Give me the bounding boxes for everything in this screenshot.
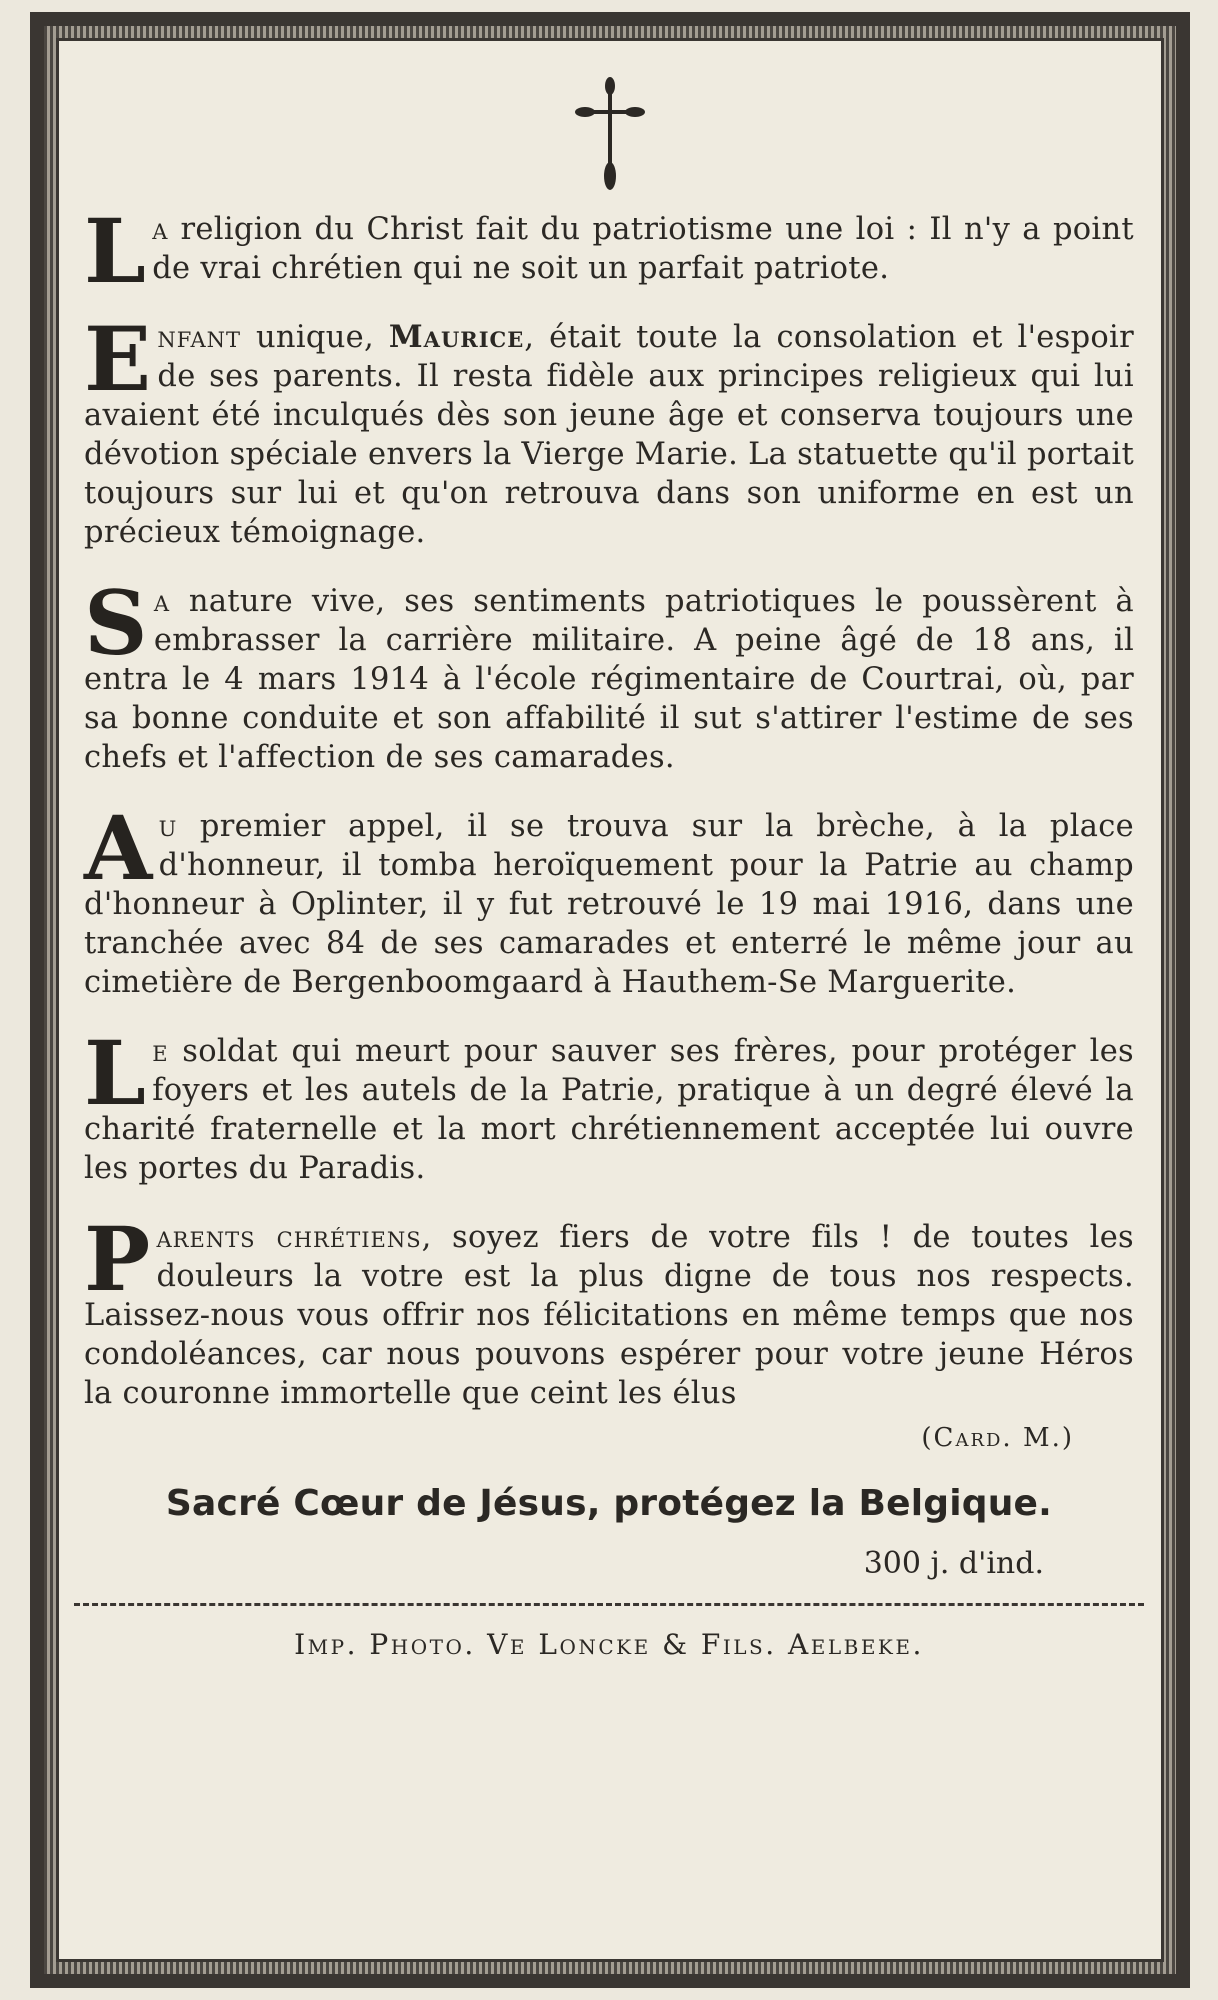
paragraph-text: soldat qui meurt pour sauver ses frères, pour protéger les foyers et les autels de la Patrie, pratique à un degré élevé la charité fraternelle et la mort chrétiennement acceptée lui ouvre les portes du Paradis. — [84, 1034, 1134, 1186]
paragraph-religion — [84, 199, 1134, 303]
paragraph-text: religion du Christ fait du patriotisme une loi : Il n'y a point de vrai chrétien qui ne soit un parfait patriote. — [152, 212, 1134, 286]
dropcap: S — [84, 571, 148, 675]
lead-word: arents chrétiens — [156, 1220, 422, 1255]
indulgence-note: 300 j. d'ind. — [863, 1546, 1044, 1581]
paragraph-parents — [84, 1207, 1134, 1413]
dropcap: A — [84, 796, 153, 900]
divider — [74, 1603, 1144, 1606]
deceased-name: Maurice — [388, 319, 525, 355]
lead-word: a — [152, 212, 169, 247]
cross-icon — [575, 76, 645, 196]
dropcap: P — [84, 1207, 151, 1311]
paragraph-text: premier appel, il se trouva sur la brèche, à la place d'honneur, il tomba heroïquement pour la Patrie au champ d'honneur à Oplinter, il y fut retrouvé le 19 mai 1916, dans une tranchée avec 84 de ses camarades et enterré le même jour au cimetière de Bergenboomgaard à Hauthem-Se Marguerite. — [84, 809, 1134, 1000]
printer-imprint: Imp. Photo. Ve Loncke & Fils. Aelbeke. — [294, 1628, 924, 1661]
paragraph-enfant — [84, 307, 1134, 552]
card-content — [84, 70, 1134, 1661]
paragraph-appel — [84, 796, 1134, 1002]
cross-header — [84, 70, 1134, 210]
lead-word: u — [158, 809, 178, 844]
dropcap: L — [84, 199, 147, 303]
paragraph-text-before: unique, — [241, 320, 389, 355]
prayer-invocation: Sacré Cœur de Jésus, protégez la Belgique. — [165, 1483, 1053, 1524]
paragraph-text: nature vive, ses sentiments patriotiques le poussèrent à embrasser la carrière militaire. A peine âgé de 18 ans, il entra le 4 mars 1914 à l'école régimentaire de Courtrai, où, par sa bonne conduite et son affabilité il sut s'attirer l'estime de ses chefs et l'affection de ses camarades. — [84, 584, 1134, 775]
paragraph-nature — [84, 571, 1134, 777]
lead-word: nfant — [157, 320, 242, 355]
paragraph-text: , soyez fiers de votre fils ! de toutes les douleurs la votre est la plus digne de tous nos respects. Laissez-nous vous offrir nos félicitations en même temps que nos condoléances, car nous pouvons espérer pour votre jeune Héros la couronne immortelle que ceint les élus — [84, 1220, 1134, 1411]
signature: (Card. M.) — [921, 1423, 1074, 1453]
lead-word: a — [153, 584, 171, 619]
dropcap: E — [84, 307, 152, 411]
dropcap: L — [84, 1021, 147, 1125]
lead-word: e — [152, 1034, 169, 1069]
paragraph-text: , était toute la consolation et l'espoir de ses parents. Il resta fidèle aux principes religieux qui lui avaient été inculqués dès son jeune âge et conserva toujours une dévotion spéciale envers la Vierge Marie. La statuette qu'il portait toujours sur lui et qu'on retrouva dans son uniforme en est un précieux témoignage. — [84, 320, 1134, 550]
paragraph-soldat — [84, 1021, 1134, 1188]
